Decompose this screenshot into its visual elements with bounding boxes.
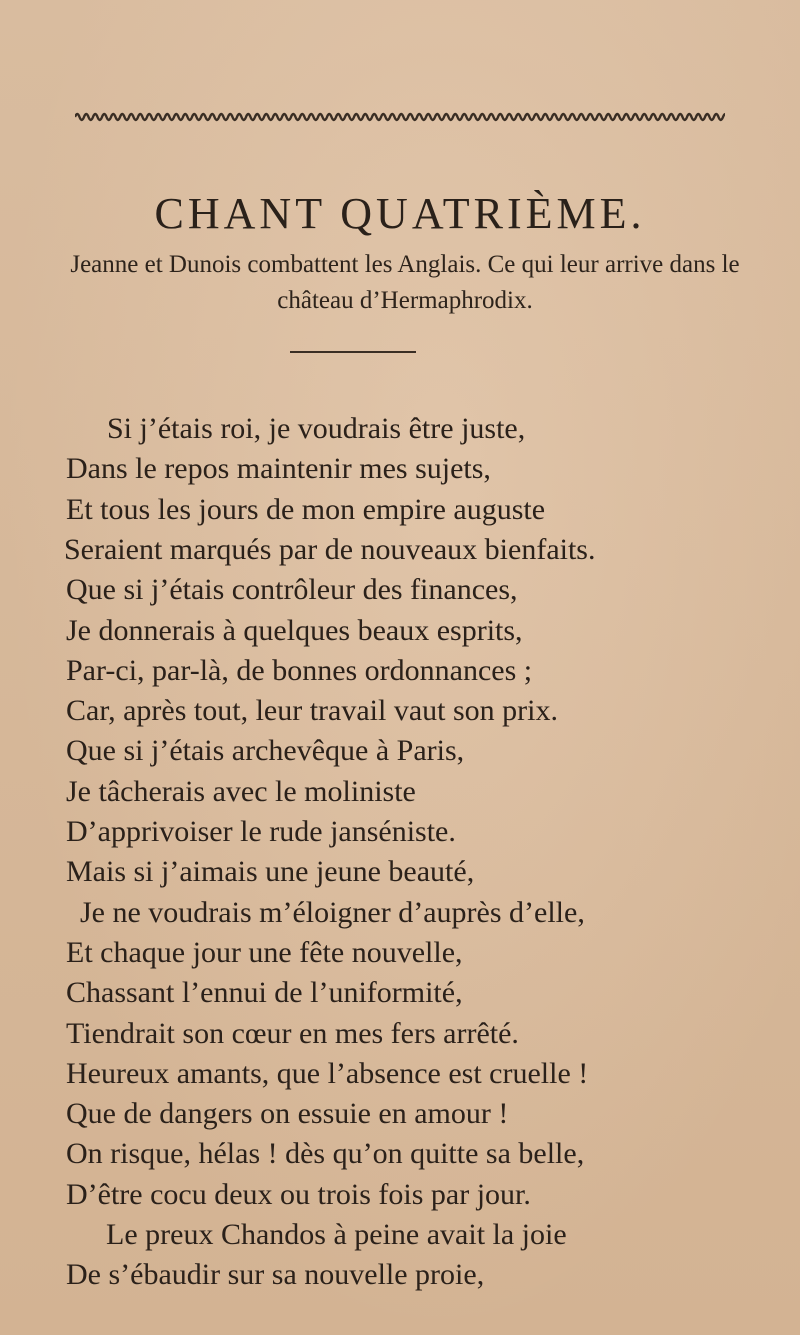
verse-line: Je donnerais à quelques beaux esprits, — [66, 613, 523, 647]
verse-line: Je tâcherais avec le moliniste — [66, 774, 416, 808]
verse-line: On risque, hélas ! dès qu’on quitte sa belle, — [66, 1137, 585, 1171]
chapter-argument: Jeanne et Dunois combattent les Anglais. Ce qui leur arrive dans le château d’Hermaphrodix. — [70, 251, 740, 314]
verse-line: Si j’étais roi, je voudrais être juste, — [107, 412, 526, 445]
verse-line: Que si j’étais archevêque à Paris, — [66, 734, 465, 768]
verse-line: Je ne voudrais m’éloigner d’auprès d’elle, — [80, 895, 585, 929]
verse-line: Chassant l’ennui de l’uniformité, — [66, 976, 463, 1010]
decorative-border-ornament — [75, 110, 725, 124]
verse-line: De s’ébaudir sur sa nouvelle proie, — [66, 1258, 485, 1292]
verse-line: Heureux amants, que l’absence est cruelle ! — [66, 1056, 589, 1090]
verse-line: Et tous les jours de mon empire auguste — [66, 492, 546, 526]
verse-line: Le preux Chandos à peine avait la joie — [106, 1218, 567, 1251]
verse-line: Tiendrait son cœur en mes fers arrêté. — [66, 1016, 519, 1050]
verse-line: Que si j’étais contrôleur des finances, — [66, 573, 518, 607]
verse-line: Mais si j’aimais une jeune beauté, — [66, 855, 475, 889]
verse-line: D’apprivoiser le rude janséniste. — [66, 815, 456, 848]
verse-line: Seraient marqués par de nouveaux bienfaits. — [64, 532, 596, 566]
verse-line: Et chaque jour une fête nouvelle, — [66, 935, 463, 969]
verse-line: D’être cocu deux ou trois fois par jour. — [66, 1177, 531, 1211]
verse-line: Car, après tout, leur travail vaut son prix. — [66, 694, 558, 728]
chapter-title: CHANT QUATRIÈME. — [154, 189, 646, 238]
verse-line: Dans le repos maintenir mes sujets, — [66, 452, 491, 486]
verse-line: Que de dangers on essuie en amour ! — [66, 1097, 509, 1131]
verse-line: Par-ci, par-là, de bonnes ordonnances ; — [66, 653, 533, 687]
divider-rule — [290, 351, 416, 353]
